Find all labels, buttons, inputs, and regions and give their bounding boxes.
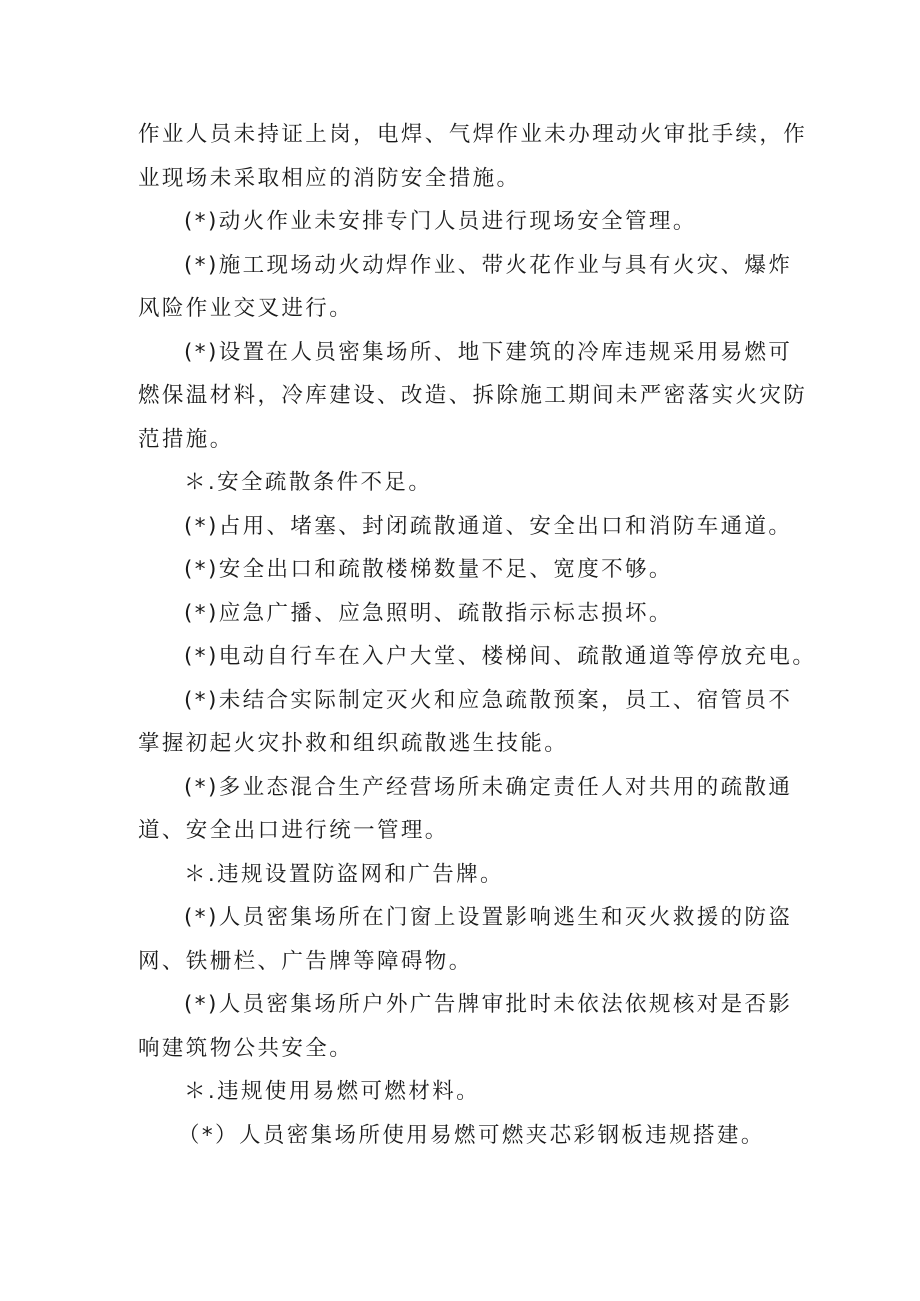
paragraph-13 xyxy=(138,896,798,983)
list-item: (*)设置在人员密集场所、地下建筑的冷库违规采用易燃可 xyxy=(184,339,793,365)
section-heading xyxy=(138,853,798,897)
list-item: (*)多业态混合生产经营场所未确定责任人对共用的疏散通 xyxy=(184,774,793,800)
list-item: (*)人员密集场所户外广告牌审批时未依法依规核对是否影 xyxy=(184,992,793,1017)
paragraph-3 xyxy=(138,244,798,331)
paragraph-11 xyxy=(138,766,798,853)
paragraph-6 xyxy=(138,505,798,549)
section-heading xyxy=(138,1070,798,1114)
paragraph-8 xyxy=(138,592,798,636)
text-line: 掌握初起火灾扑救和组织疏散逃生技能。 xyxy=(138,731,569,756)
section-heading-text: ＊.安全疏散条件不足。 xyxy=(184,470,433,495)
section-heading-text: ＊.违规使用易燃可燃材料。 xyxy=(184,1079,481,1104)
list-item: (*)应急广播、应急照明、疏散指示标志损坏。 xyxy=(184,600,673,626)
paragraph-10 xyxy=(138,679,798,766)
text-line: 范措施。 xyxy=(138,426,234,452)
text-line: 道、安全出口进行统一管理。 xyxy=(138,818,449,843)
text-line: 网、铁栅栏、广告牌等障碍物。 xyxy=(138,948,473,974)
document-body xyxy=(138,113,817,1157)
text-line: 业现场未采取相应的消防安全措施。 xyxy=(138,165,521,191)
list-item: (*)动火作业未安排专门人员进行现场安全管理。 xyxy=(184,209,697,234)
text-line: 燃保温材料，冷库建设、改造、拆除施工期间未严密落实火灾防 xyxy=(138,383,808,408)
list-item: (*)未结合实际制定灭火和应急疏散预案，员工、宿管员不 xyxy=(184,687,793,713)
paragraph-2 xyxy=(138,200,798,244)
paragraph-7 xyxy=(138,548,798,592)
list-item: (*)电动自行车在入户大堂、楼梯间、疏散通道等停放充电。 xyxy=(184,644,817,669)
list-item: (*)施工现场动火动焊作业、带火花作业与具有火灾、爆炸 xyxy=(184,252,793,278)
text-line: 作业人员未持证上岗，电焊、气焊作业未办理动火审批手续，作 xyxy=(138,122,808,147)
text-line: 风险作业交叉进行。 xyxy=(138,296,354,321)
text-line: 响建筑物公共安全。 xyxy=(138,1035,354,1061)
list-item: (*)人员密集场所在门窗上设置影响逃生和灭火救援的防盗 xyxy=(184,905,793,930)
section-heading-text: ＊.违规设置防盗网和广告牌。 xyxy=(184,861,504,887)
list-item: (*)占用、堵塞、封闭疏散通道、安全出口和消防车通道。 xyxy=(184,513,793,539)
list-item: (*)安全出口和疏散楼梯数量不足、宽度不够。 xyxy=(184,557,673,582)
paragraph-4 xyxy=(138,331,808,462)
paragraph-16 xyxy=(138,1114,798,1158)
paragraph-14 xyxy=(138,983,798,1070)
paragraph-1 xyxy=(138,113,808,200)
list-item: （*）人员密集场所使用易燃可燃夹芯彩钢板违规搭建。 xyxy=(178,1122,765,1148)
section-heading xyxy=(138,461,798,505)
paragraph-9 xyxy=(138,635,817,679)
